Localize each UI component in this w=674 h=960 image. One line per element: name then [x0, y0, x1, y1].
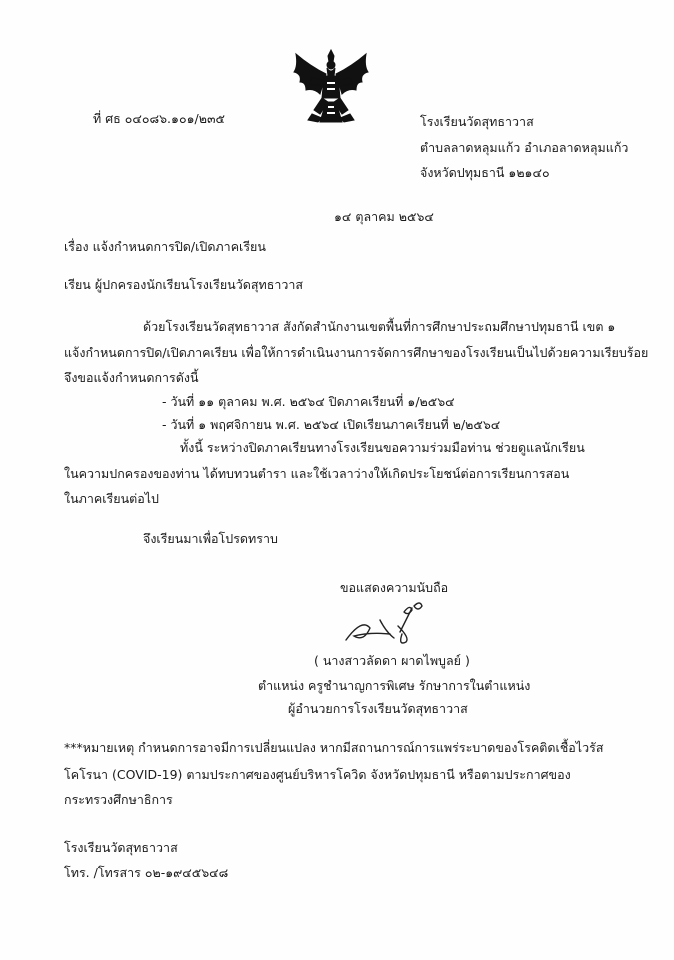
- footer-school: โรงเรียนวัดสุทธาวาส: [64, 840, 178, 855]
- body-line-1: ด้วยโรงเรียนวัดสุทธาวาส สังกัดสำนักงานเขตพื้นที่การศึกษาประถมศึกษาปทุมธานี เขต ๑: [143, 319, 616, 334]
- note-line-3: กระทรวงศึกษาธิการ: [64, 792, 173, 807]
- garuda-emblem-icon: [290, 48, 372, 126]
- request-line-3: ในภาคเรียนต่อไป: [64, 491, 159, 506]
- document-number: ที่ ศธ ๐๔๐๘๖.๑๐๑/๒๓๕: [93, 111, 225, 126]
- footer-phone: โทร. /โทรสาร ๐๒-๑๙๔๕๖๔๘: [64, 865, 229, 880]
- body-line-3: จึงขอแจ้งกำหนดการดังนี้: [64, 370, 199, 385]
- letter-subject: เรื่อง แจ้งกำหนดการปิด/เปิดภาคเรียน: [64, 239, 266, 254]
- schedule-item-open: - วันที่ ๑ พฤศจิกายน พ.ศ. ๒๕๖๔ เปิดเรียนภาคเรียนที่ ๒/๒๕๖๔: [162, 417, 501, 432]
- letter-date: ๑๔ ตุลาคม ๒๕๖๔: [334, 209, 434, 224]
- regards: ขอแสดงความนับถือ: [340, 580, 449, 595]
- letter-recipient: เรียน ผู้ปกครองนักเรียนโรงเรียนวัดสุทธาวาส: [64, 277, 304, 292]
- closing-request: จึงเรียนมาเพื่อโปรดทราบ: [143, 531, 278, 546]
- request-line-1: ทั้งนี้ ระหว่างปิดภาคเรียนทางโรงเรียนขอความร่วมมือท่าน ช่วยดูแลนักเรียน: [180, 440, 585, 455]
- signatory-position: ตำแหน่ง ครูชำนาญการพิเศษ รักษาการในตำแหน่ง: [258, 678, 531, 693]
- request-line-2: ในความปกครองของท่าน ได้ทบทวนตำรา และใช้เวลาว่างให้เกิดประโยชน์ต่อการเรียนการสอน: [64, 466, 570, 481]
- school-province: จังหวัดปทุมธานี ๑๒๑๔๐: [420, 165, 550, 180]
- schedule-item-close: - วันที่ ๑๑ ตุลาคม พ.ศ. ๒๕๖๔ ปิดภาคเรียนที่ ๑/๒๕๖๔: [162, 394, 455, 409]
- note-line-2: โคโรนา (COVID-19) ตามประกาศของศูนย์บริหารโควิด จังหวัดปทุมธานี หรือตามประกาศของ: [64, 767, 571, 782]
- school-name: โรงเรียนวัดสุทธาวาส: [420, 114, 534, 129]
- signature-image: [340, 598, 440, 650]
- school-subdistrict: ตำบลลาดหลุมแก้ว อำเภอลาดหลุมแก้ว: [420, 140, 629, 155]
- body-line-2: แจ้งกำหนดการปิด/เปิดภาคเรียน เพื่อให้การดำเนินงานการจัดการศึกษาของโรงเรียนเป็นไปด้วยความเรียบร้อย: [64, 345, 649, 360]
- signatory-role: ผู้อำนวยการโรงเรียนวัดสุทธาวาส: [288, 701, 468, 716]
- signatory-name: ( นางสาวลัดดา ผาดไพบูลย์ ): [314, 653, 470, 668]
- note-line-1: ***หมายเหตุ กำหนดการอาจมีการเปลี่ยนแปลง หากมีสถานการณ์การแพร่ระบาดของโรคติดเชื้อไวรัส: [64, 740, 604, 755]
